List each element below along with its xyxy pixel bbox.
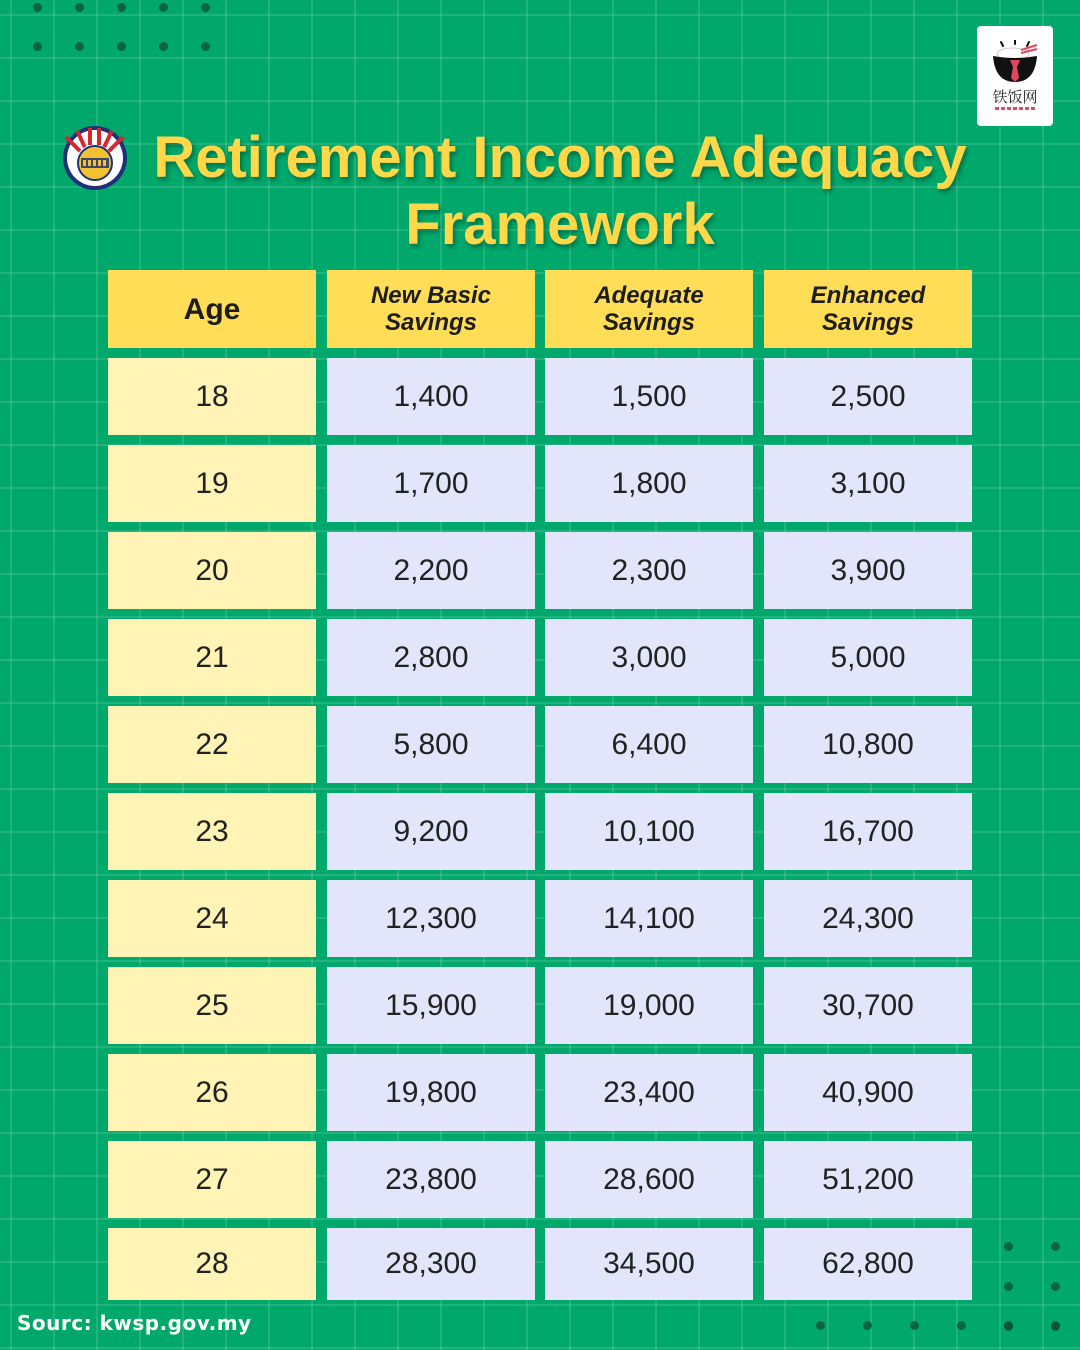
adequate-cell: 6,400 xyxy=(545,706,753,783)
rice-bowl-icon xyxy=(991,40,1039,84)
brand-name: 铁饭网 xyxy=(992,88,1038,106)
enhanced-cell: 62,800 xyxy=(764,1228,972,1300)
enhanced-cell: 40,900 xyxy=(764,1054,972,1131)
adequate-cell: 34,500 xyxy=(545,1228,753,1300)
new-basic-cell: 2,200 xyxy=(327,532,535,609)
decorative-dot xyxy=(117,3,126,12)
age-cell: 19 xyxy=(108,445,316,522)
table-row xyxy=(108,1141,972,1218)
table-row xyxy=(108,1228,972,1300)
decorative-dot xyxy=(863,1321,872,1330)
enhanced-cell: 30,700 xyxy=(764,967,972,1044)
age-cell: 25 xyxy=(108,967,316,1044)
header-age: Age xyxy=(108,270,316,348)
new-basic-cell: 5,800 xyxy=(327,706,535,783)
decorative-dot xyxy=(816,1321,825,1330)
page-title: Retirement Income Adequacy Framework xyxy=(153,125,967,257)
decorative-dots-bottom xyxy=(816,1321,1060,1330)
new-basic-cell: 12,300 xyxy=(327,880,535,957)
table-row xyxy=(108,793,972,870)
decorative-dot xyxy=(75,3,84,12)
decorative-dot xyxy=(159,3,168,12)
decorative-dot xyxy=(33,3,42,12)
adequate-cell: 28,600 xyxy=(545,1141,753,1218)
decorative-dot xyxy=(75,42,84,51)
adequate-cell: 3,000 xyxy=(545,619,753,696)
enhanced-cell: 51,200 xyxy=(764,1141,972,1218)
brand-logo xyxy=(977,26,1053,126)
decorative-dot xyxy=(910,1321,919,1330)
decorative-dot xyxy=(1051,1321,1060,1330)
brand-tagline-mark xyxy=(977,107,1053,111)
decorative-dots-bottom-right xyxy=(1004,1242,1060,1331)
age-cell: 27 xyxy=(108,1141,316,1218)
header-adequate-savings: Adequate Savings xyxy=(545,270,753,348)
new-basic-cell: 9,200 xyxy=(327,793,535,870)
decorative-dot xyxy=(117,42,126,51)
table-row xyxy=(108,445,972,522)
enhanced-cell: 3,100 xyxy=(764,445,972,522)
table-row xyxy=(108,706,972,783)
age-cell: 20 xyxy=(108,532,316,609)
new-basic-cell: 2,800 xyxy=(327,619,535,696)
table-row xyxy=(108,1054,972,1131)
decorative-dot xyxy=(1004,1321,1013,1330)
decorative-dot xyxy=(201,3,210,12)
table-row xyxy=(108,967,972,1044)
table-header-row xyxy=(108,270,972,348)
header-enhanced-savings: Enhanced Savings xyxy=(764,270,972,348)
decorative-dot xyxy=(159,42,168,51)
decorative-dot xyxy=(1004,1242,1013,1251)
enhanced-cell: 5,000 xyxy=(764,619,972,696)
enhanced-cell: 3,900 xyxy=(764,532,972,609)
adequate-cell: 14,100 xyxy=(545,880,753,957)
new-basic-cell: 19,800 xyxy=(327,1054,535,1131)
decorative-dot xyxy=(1051,1242,1060,1251)
source-credit: Sourc: kwsp.gov.my xyxy=(17,1311,252,1335)
age-cell: 26 xyxy=(108,1054,316,1131)
adequate-cell: 2,300 xyxy=(545,532,753,609)
age-cell: 23 xyxy=(108,793,316,870)
adequate-cell: 19,000 xyxy=(545,967,753,1044)
decorative-dot xyxy=(33,42,42,51)
enhanced-cell: 10,800 xyxy=(764,706,972,783)
adequate-cell: 23,400 xyxy=(545,1054,753,1131)
decorative-dot xyxy=(201,42,210,51)
adequate-cell: 10,100 xyxy=(545,793,753,870)
header-new-basic-savings: New Basic Savings xyxy=(327,270,535,348)
enhanced-cell: 2,500 xyxy=(764,358,972,435)
new-basic-cell: 15,900 xyxy=(327,967,535,1044)
table-row xyxy=(108,880,972,957)
decorative-dot xyxy=(1051,1282,1060,1291)
age-cell: 28 xyxy=(108,1228,316,1300)
age-cell: 22 xyxy=(108,706,316,783)
new-basic-cell: 28,300 xyxy=(327,1228,535,1300)
table-row xyxy=(108,358,972,435)
adequate-cell: 1,800 xyxy=(545,445,753,522)
new-basic-cell: 1,400 xyxy=(327,358,535,435)
adequate-cell: 1,500 xyxy=(545,358,753,435)
table-row xyxy=(108,532,972,609)
table-row xyxy=(108,619,972,696)
new-basic-cell: 1,700 xyxy=(327,445,535,522)
decorative-dots-top-left xyxy=(33,3,210,51)
age-cell: 21 xyxy=(108,619,316,696)
enhanced-cell: 16,700 xyxy=(764,793,972,870)
age-cell: 24 xyxy=(108,880,316,957)
decorative-dot xyxy=(1004,1282,1013,1291)
age-cell: 18 xyxy=(108,358,316,435)
enhanced-cell: 24,300 xyxy=(764,880,972,957)
decorative-dot xyxy=(957,1321,966,1330)
new-basic-cell: 23,800 xyxy=(327,1141,535,1218)
